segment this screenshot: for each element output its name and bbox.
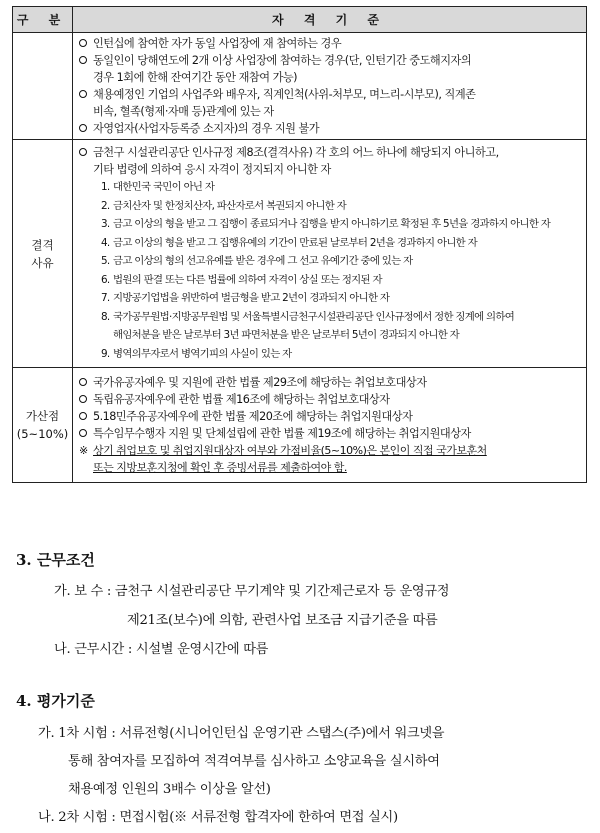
row3-note-line2: 또는 지방보훈지청에 확인 후 증빙서류를 제출하여야 함.: [93, 461, 347, 474]
row3-category: [13, 368, 73, 483]
circle-bullet-icon: [79, 56, 87, 64]
row2-numbered-item: [79, 234, 582, 253]
section4-first-line2: 통해 참여자를 모집하여 적격여부를 심사하고 소양교육을 실시하여: [68, 754, 440, 769]
row2-numbered-item: [79, 178, 582, 197]
qualification-table: [12, 6, 587, 483]
row3-note-cont: [79, 459, 582, 476]
row2-item-text: 병역의무자로서 병역기피의 사실이 있는 자: [113, 347, 292, 360]
item-number: 2.: [101, 199, 110, 212]
row1-item-text: 자영업자(사업자등록증 소지자)의 경우 지원 불가: [93, 122, 320, 135]
row3-item-text: 5.18민주유공자예우에 관한 법률 제20조에 해당하는 취업지원대상자: [93, 410, 413, 423]
row2-item-text: 대한민국 국민이 아닌 자: [113, 181, 215, 193]
section4-second: 나. 2차 시험 : 면접시험(※ 서류전형 합격자에 한하여 면접 실시): [38, 810, 398, 825]
row1-category: [13, 33, 73, 140]
note-mark: ※: [79, 444, 88, 457]
table-row: [13, 33, 587, 140]
row2-item-text: 법원의 판결 또는 다른 법률에 의하여 자격이 상실 또는 정지된 자: [113, 273, 382, 286]
row2-numbered-item: [79, 345, 582, 364]
row2-intro-line2: 기타 법령에 의하여 응시 자격이 정지되지 아니한 자: [93, 163, 331, 176]
row3-item-text: 국가유공자예우 및 지원에 관한 법률 제29조에 해당하는 취업보호대상자: [93, 376, 427, 389]
row3-item: [79, 391, 582, 408]
row2-item-text: 금고 이상의 형을 받고 그 집행유예의 기간이 만료된 날로부터 2년을 경과하지 아니한 자: [113, 236, 477, 249]
row3-item: [79, 408, 582, 425]
table-header-row: [13, 7, 587, 33]
row2-intro-line1: 금천구 시설관리공단 인사규정 제8조(결격사유) 각 호의 어느 하나에 해당되지 아니하고,: [93, 146, 499, 159]
item-number: 3.: [101, 218, 110, 230]
row2-item-text: 지방공기업법을 위반하여 벌금형을 받고 2년이 경과되지 아니한 자: [113, 292, 390, 304]
circle-bullet-icon: [79, 124, 87, 132]
item-number: 8.: [101, 310, 110, 323]
item-number: 9.: [101, 347, 110, 360]
circle-bullet-icon: [79, 395, 87, 403]
row1-criteria: [73, 33, 587, 140]
row2-item-text: 금치산자 및 한정치산자, 파산자로서 복권되지 아니한 자: [113, 199, 346, 212]
row2-numbered-item: [79, 252, 582, 271]
row1-item: [79, 86, 582, 103]
row3-item: [79, 374, 582, 391]
section3-title: 3. 근무조건: [16, 551, 95, 569]
item-number: 7.: [101, 292, 110, 304]
row1-item-text: 인턴십에 참여한 자가 동일 사업장에 재 참여하는 경우: [93, 37, 342, 50]
circle-bullet-icon: [79, 412, 87, 420]
section3-pay-line2: 제21조(보수)에 의함, 관련사업 보조금 지급기준을 따름: [127, 613, 438, 628]
row2-category-line2: 사유: [31, 255, 54, 270]
section4-first-line3: 채용예정 인원의 3배수 이상을 알선): [68, 782, 271, 797]
circle-bullet-icon: [79, 429, 87, 437]
row3-category-line2: (5~10%): [16, 427, 69, 441]
row3-criteria: [73, 368, 587, 483]
row2-category: [13, 140, 73, 368]
row2-numbered-item: [79, 308, 582, 327]
circle-bullet-icon: [79, 148, 87, 156]
row3-category-line1: 가산점: [25, 409, 60, 423]
section4-title: 4. 평가기준: [16, 692, 95, 710]
row1-item: [79, 52, 582, 69]
row3-item: [79, 425, 582, 442]
item-number: 6.: [101, 273, 110, 286]
row1-item-text: 채용예정인 기업의 사업주와 배우자, 직계인척(사위-처부모, 며느리-시부모), 직계존: [93, 88, 476, 101]
row3-note: [79, 442, 582, 459]
row2-intro: [79, 144, 582, 161]
row2-numbered-item: [79, 197, 582, 216]
row2-numbered-item: [79, 271, 582, 290]
section3-pay-line1: 가. 보 수 : 금천구 시설관리공단 무기계약 및 기간제근로자 등 운영규정: [54, 584, 450, 599]
table-row: [13, 140, 587, 368]
row2-category-line1: 결격: [31, 237, 54, 252]
circle-bullet-icon: [79, 39, 87, 47]
row1-item-cont: 비속, 혈족(형제·자매 등)관계에 있는 자: [93, 105, 274, 118]
row3-note-line1: 상기 취업보호 및 취업지원대상자 여부와 가점비율(5~10%)은 본인이 직접 국가보훈처: [93, 444, 487, 457]
table-row: [13, 368, 587, 483]
row2-item-text: 금고 이상의 형을 받고 그 집행이 종료되거나 집행을 받지 아니하기로 확정된 후 5년을 경과하지 아니한 자: [113, 218, 551, 230]
circle-bullet-icon: [79, 90, 87, 98]
section3-hours: 나. 근무시간 : 시설별 운영시간에 따름: [54, 642, 269, 657]
header-category: 구 분: [13, 7, 73, 33]
row2-item-text: 금고 이상의 형의 선고유예를 받은 경우에 그 선고 유예기간 중에 있는 자: [113, 255, 413, 267]
row2-item-text: 국가공무원법·지방공무원법 및 서울특별시금천구시설관리공단 인사규정에서 정한 징계에 의하여: [113, 310, 515, 323]
row1-item: [79, 35, 582, 52]
row2-item-cont: 해임처분을 받은 날로부터 3년 파면처분을 받은 날로부터 5년이 경과되지 아니한 자: [113, 329, 459, 341]
item-number: 1.: [101, 181, 110, 193]
row1-item-cont: 경우 1회에 한해 잔여기간 동안 재참여 가능): [93, 71, 298, 84]
item-number: 4.: [101, 236, 110, 249]
header-criteria: 자 격 기 준: [73, 7, 587, 33]
row1-item: [79, 120, 582, 137]
row1-item-text: 동일인이 당해연도에 2개 이상 사업장에 참여하는 경우(단, 인턴기간 중도해지자의: [93, 54, 472, 67]
circle-bullet-icon: [79, 378, 87, 386]
item-number: 5.: [101, 255, 110, 267]
row3-item-text: 독립유공자예우에 관한 법률 제16조에 해당하는 취업보호대상자: [93, 393, 390, 406]
row2-numbered-item: [79, 215, 582, 234]
row3-item-text: 특수임무수행자 지원 및 단체설립에 관한 법률 제19조에 해당하는 취업지원대상자: [93, 427, 471, 440]
row2-numbered-item: [79, 289, 582, 308]
section4-first-line1: 가. 1차 시험 : 서류전형(시니어인턴십 운영기관 스탭스(주)에서 워크넷을: [38, 726, 445, 741]
row2-criteria: [73, 140, 587, 368]
